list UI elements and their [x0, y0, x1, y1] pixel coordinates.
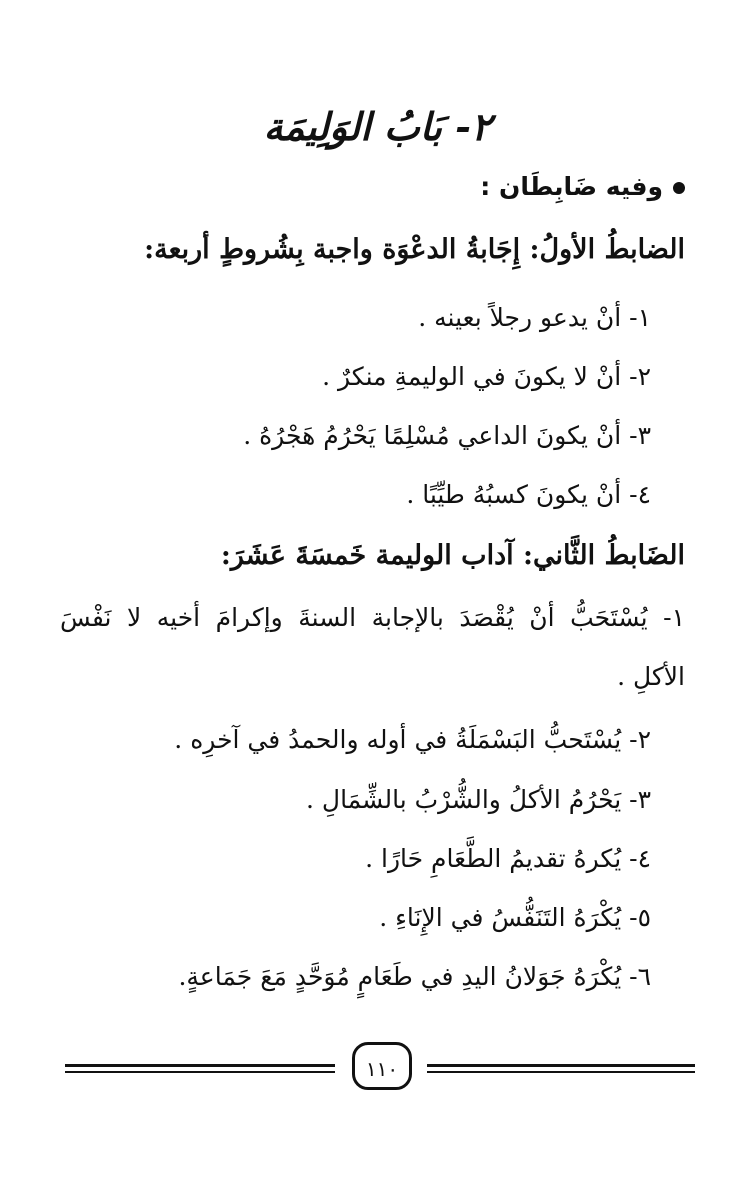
rule2-item-3: ٣- يَحْرُمُ الأكلُ والشُّرْبُ بالشِّمَالِ . [306, 785, 651, 814]
rule1-item-1: ١- أنْ يدعو رجلاً بعينه . [418, 303, 651, 332]
rule2-item-4: ٤- يُكرهُ تقديمُ الطَّعَامِ حَارًا . [365, 844, 651, 873]
chapter-title: ٢- بَابُ الوَلِيمَة [263, 104, 492, 149]
footer-rule-right-thin [427, 1071, 695, 1073]
rule2-item-5: ٥- يُكْرَهُ التَنَفُّسُ في الإِنَاءِ . [379, 903, 651, 932]
footer-rule-left-thin [65, 1071, 335, 1073]
rule2-item-1-line-2: الأكلِ . [617, 662, 685, 691]
intro-line [480, 172, 685, 201]
rule1-heading: الضابطُ الأولُ: إِجَابةُ الدعْوَة واجبة بِشُروطٍ أربعة: [144, 234, 685, 265]
rule2-item-1-line-1: ١- يُسْتَحَبُّ أنْ يُقْصَدَ بالإجابة السنةَ وإكرامَ أخيه لا نَفْسَ [60, 603, 685, 632]
rule1-item-2: ٢- أنْ لا يكونَ في الوليمةِ منكرٌ . [322, 362, 651, 391]
intro-text: وفيه ضَابِطَان : [480, 172, 663, 201]
rule1-item-4: ٤- أنْ يكونَ كسبُهُ طيِّبًا . [406, 480, 651, 509]
footer-rule-left [65, 1064, 335, 1067]
rule2-item-6: ٦- يُكْرَهُ جَوَلانُ اليدِ في طَعَامٍ مُوَحَّدٍ مَعَ جَمَاعةٍ. [178, 962, 651, 991]
page-footer [65, 1042, 695, 1102]
rule1-item-3: ٣- أنْ يكونَ الداعي مُسْلِمًا يَحْرُمُ هَجْرُهُ . [243, 421, 651, 450]
rule2-item-2: ٢- يُسْتَحبُّ البَسْمَلَةُ في أوله والحمدُ في آخرِه . [174, 725, 651, 754]
footer-rule-right [427, 1064, 695, 1067]
page-number: ١١٠ [352, 1042, 412, 1090]
bullet-icon [673, 182, 685, 194]
rule2-heading: الضَابطُ الثَّاني: آداب الوليمة خَمسَةَ عَشَرَ: [220, 540, 685, 571]
